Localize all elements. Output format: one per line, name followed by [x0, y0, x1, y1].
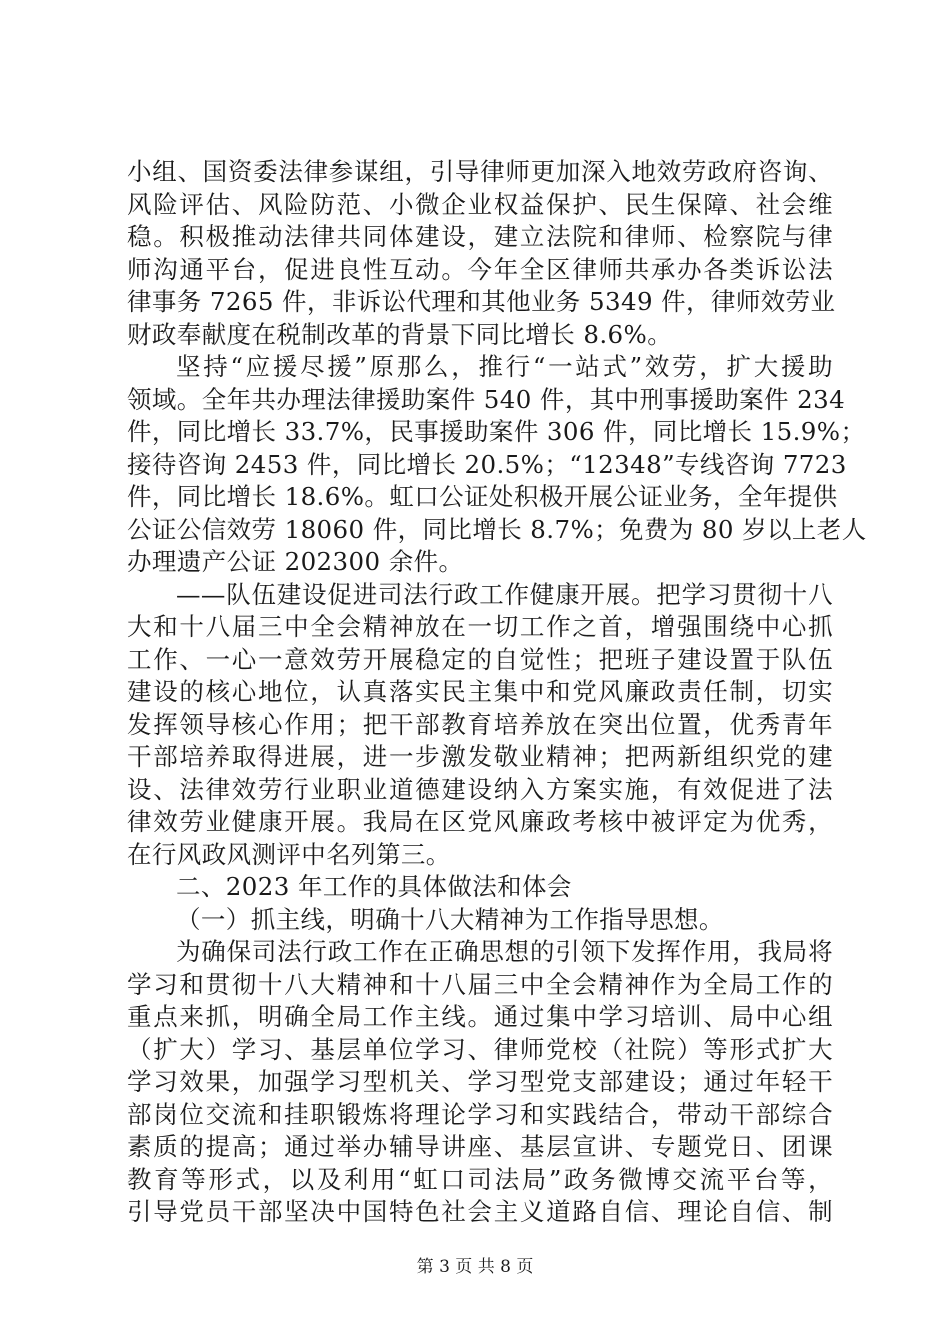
text-line: 学习和贯彻十八大精神和十八届三中全会精神作为全局工作的: [127, 969, 833, 999]
text-line: 部岗位交流和挂职锻炼将理论学习和实践结合，带动干部综合: [127, 1099, 833, 1129]
text-line: 重点来抓，明确全局工作主线。通过集中学习培训、局中心组: [127, 1002, 833, 1031]
page-footer: 第 3 页 共 8 页: [416, 1257, 534, 1277]
text-line: 领域。全年共办理法律援助案件 540 件，其中刑事援助案件 234: [127, 384, 846, 414]
text-line: 为确保司法行政工作在正确思想的引领下发挥作用，我局将: [176, 937, 833, 966]
text-line: 师沟通平台，促进良性互动。今年全区律师共承办各类诉讼法: [127, 254, 833, 284]
text-line: 学习效果，加强学习型机关、学习型党支部建设；通过年轻干: [127, 1067, 833, 1096]
text-line: 财政奉献度在税制改革的背景下同比增长 8.6%。: [127, 319, 673, 349]
text-line: （扩大）学习、基层单位学习、律师党校（社院）等形式扩大: [127, 1034, 833, 1064]
document-body: [127, 156, 867, 1229]
text-line: 建设的核心地位，认真落实民主集中和党风廉政责任制，切实: [127, 677, 833, 706]
text-line: 在行风政风测评中名列第三。: [127, 839, 451, 869]
text-line: 小组、国资委法律参谋组，引导律师更加深入地效劳政府咨询、: [127, 157, 833, 186]
text-line: 引导党员干部坚决中国特色社会主义道路自信、理论自信、制: [127, 1197, 833, 1226]
text-line: 办理遗产公证 202300 余件。: [127, 547, 464, 576]
text-line: ——队伍建设促进司法行政工作健康开展。把学习贯彻十八: [176, 579, 833, 609]
text-line: 发挥领导核心作用；把干部教育培养放在突出位置，优秀青年: [127, 709, 833, 739]
text-line: 风险评估、风险防范、小微企业权益保护、民生保障、社会维: [127, 189, 833, 219]
text-line: 律事务 7265 件，非诉讼代理和其他业务 5349 件，律师效劳业: [127, 287, 836, 316]
text-line: 大和十八届三中全会精神放在一切工作之首，增强围绕中心抓: [127, 612, 833, 641]
text-line: 二、2023 年工作的具体做法和体会: [176, 872, 572, 901]
text-line: 设、法律效劳行业职业道德建设纳入方案实施，有效促进了法: [127, 774, 833, 804]
text-line: 坚持“应援尽援”原那么，推行“一站式”效劳，扩大援助: [176, 352, 833, 381]
text-line: 干部培养取得进展，进一步激发敬业精神；把两新组织党的建: [127, 742, 833, 771]
text-line: 律效劳业健康开展。我局在区党风廉政考核中被评定为优秀，: [127, 807, 833, 836]
text-line: 稳。积极推动法律共同体建设，建立法院和律师、检察院与律: [127, 222, 833, 251]
text-line: 接待咨询 2453 件，同比增长 20.5%；“12348”专线咨询 7723: [127, 449, 847, 479]
text-line: （一）抓主线，明确十八大精神为工作指导思想。: [176, 904, 724, 934]
text-line: 工作、一心一意效劳开展稳定的自觉性；把班子建设置于队伍: [127, 644, 833, 674]
text-line: 件，同比增长 18.6%。虹口公证处积极开展公证业务，全年提供: [127, 482, 838, 511]
text-line: 件，同比增长 33.7%，民事援助案件 306 件，同比增长 15.9%；: [127, 417, 866, 446]
text-line: 教育等形式，以及利用“虹口司法局”政务微博交流平台等，: [127, 1164, 833, 1194]
text-line: 公证公信效劳 18060 件，同比增长 8.7%；免费为 80 岁以上老人: [127, 514, 867, 544]
text-line: 素质的提高；通过举办辅导讲座、基层宣讲、专题党日、团课: [127, 1132, 833, 1161]
